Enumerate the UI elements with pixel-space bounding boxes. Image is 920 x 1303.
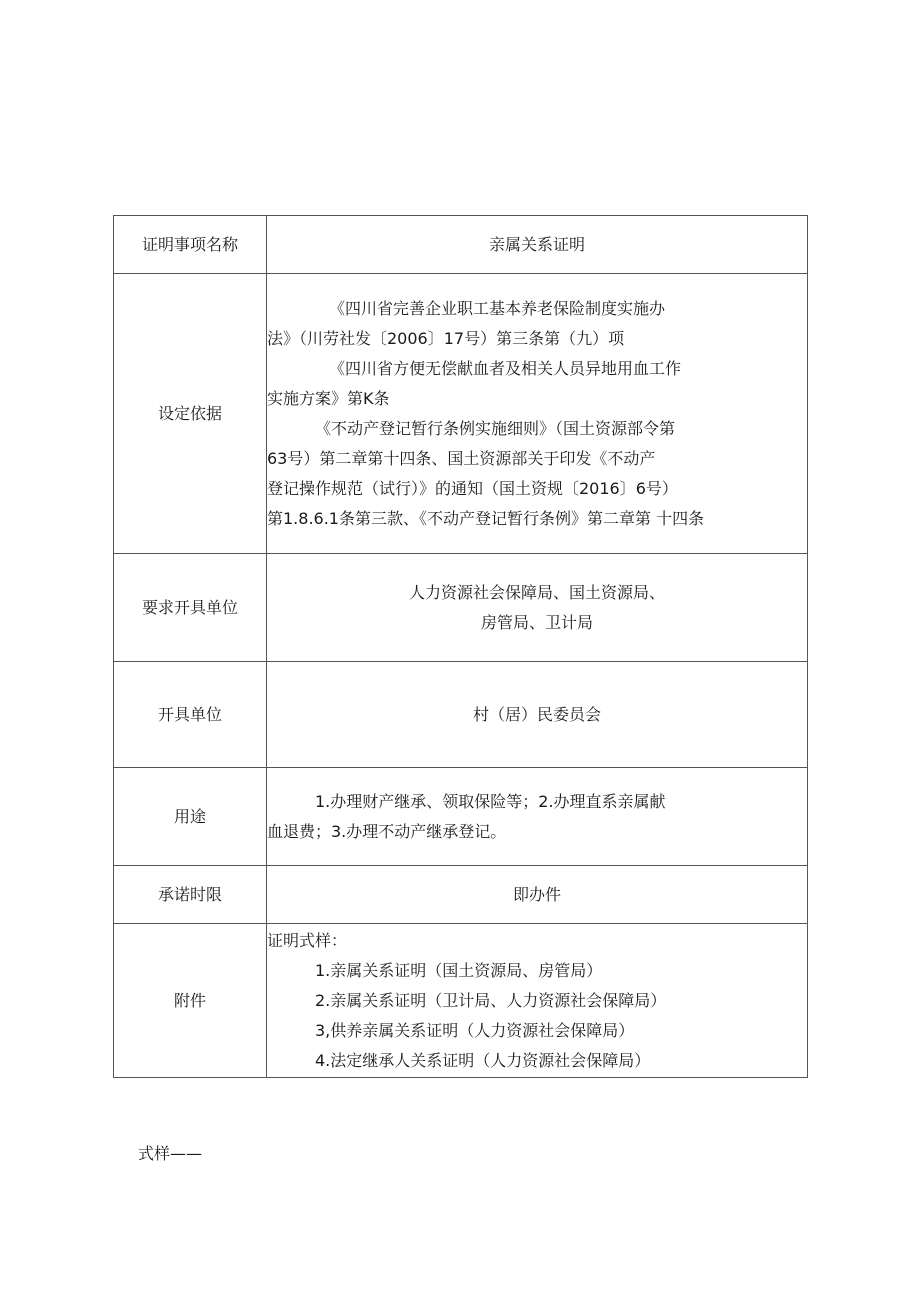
row-label: 用途 (114, 768, 267, 866)
usage-line: 1.办理财产继承、领取保险等；2.办理直系亲属献 (315, 791, 666, 811)
attachment-line: 4.法定继承人关系证明（人力资源社会保障局） (315, 1050, 651, 1070)
table-row (114, 274, 808, 554)
row-value (267, 274, 808, 554)
row-label: 开具单位 (114, 662, 267, 768)
table-row (114, 662, 808, 768)
basis-line: 实施方案》第K条 (267, 388, 390, 408)
attachment-line: 3,供养亲属关系证明（人力资源社会保障局） (315, 1020, 635, 1040)
basis-line: 《四川省完善企业职工基本养老保险制度实施办 (329, 298, 666, 318)
table-row (114, 768, 808, 866)
basis-line: 法》（川劳社发〔2006〕17号）第三条第（九）项 (267, 328, 625, 348)
sample-heading: 式样—— (138, 1144, 203, 1163)
unit-line: 人力资源社会保障局、国土资源局、 (408, 582, 665, 602)
row-value (267, 768, 808, 866)
basis-line: 登记操作规范（试行）》的通知（国土资规〔2016〕6号） (267, 478, 678, 498)
row-label: 附件 (114, 924, 267, 1078)
attachment-line: 证明式样： (267, 930, 348, 950)
attachment-line: 2.亲属关系证明（卫计局、人力资源社会保障局） (315, 990, 667, 1010)
basis-line: 《不动产登记暂行条例实施细则》（国土资源部令第 (315, 418, 676, 438)
row-value: 村（居）民委员会 (267, 662, 808, 768)
unit-line: 房管局、卫计局 (480, 612, 593, 632)
row-label: 要求开具单位 (114, 554, 267, 662)
row-label: 设定依据 (114, 274, 267, 554)
basis-line: 第1.8.6.1条第三款、《不动产登记暂行条例》第二章第 十四条 (267, 508, 705, 528)
certificate-info-table (113, 215, 808, 1078)
row-label: 承诺时限 (114, 866, 267, 924)
row-value: 即办件 (267, 866, 808, 924)
table-row (114, 924, 808, 1078)
row-value (267, 554, 808, 662)
basis-line: 63号）第二章第十四条、国土资源部关于印发《不动产 (267, 448, 656, 468)
row-label: 证明事项名称 (114, 216, 267, 274)
row-value: 亲属关系证明 (267, 216, 808, 274)
basis-line: 《四川省方便无偿献血者及相关人员异地用血工作 (329, 358, 682, 378)
table-row (114, 866, 808, 924)
usage-line: 血退费；3.办理不动产继承登记。 (267, 821, 507, 841)
table-row (114, 554, 808, 662)
table-row (114, 216, 808, 274)
attachment-line: 1.亲属关系证明（国土资源局、房管局） (315, 960, 603, 980)
row-value (267, 924, 808, 1078)
